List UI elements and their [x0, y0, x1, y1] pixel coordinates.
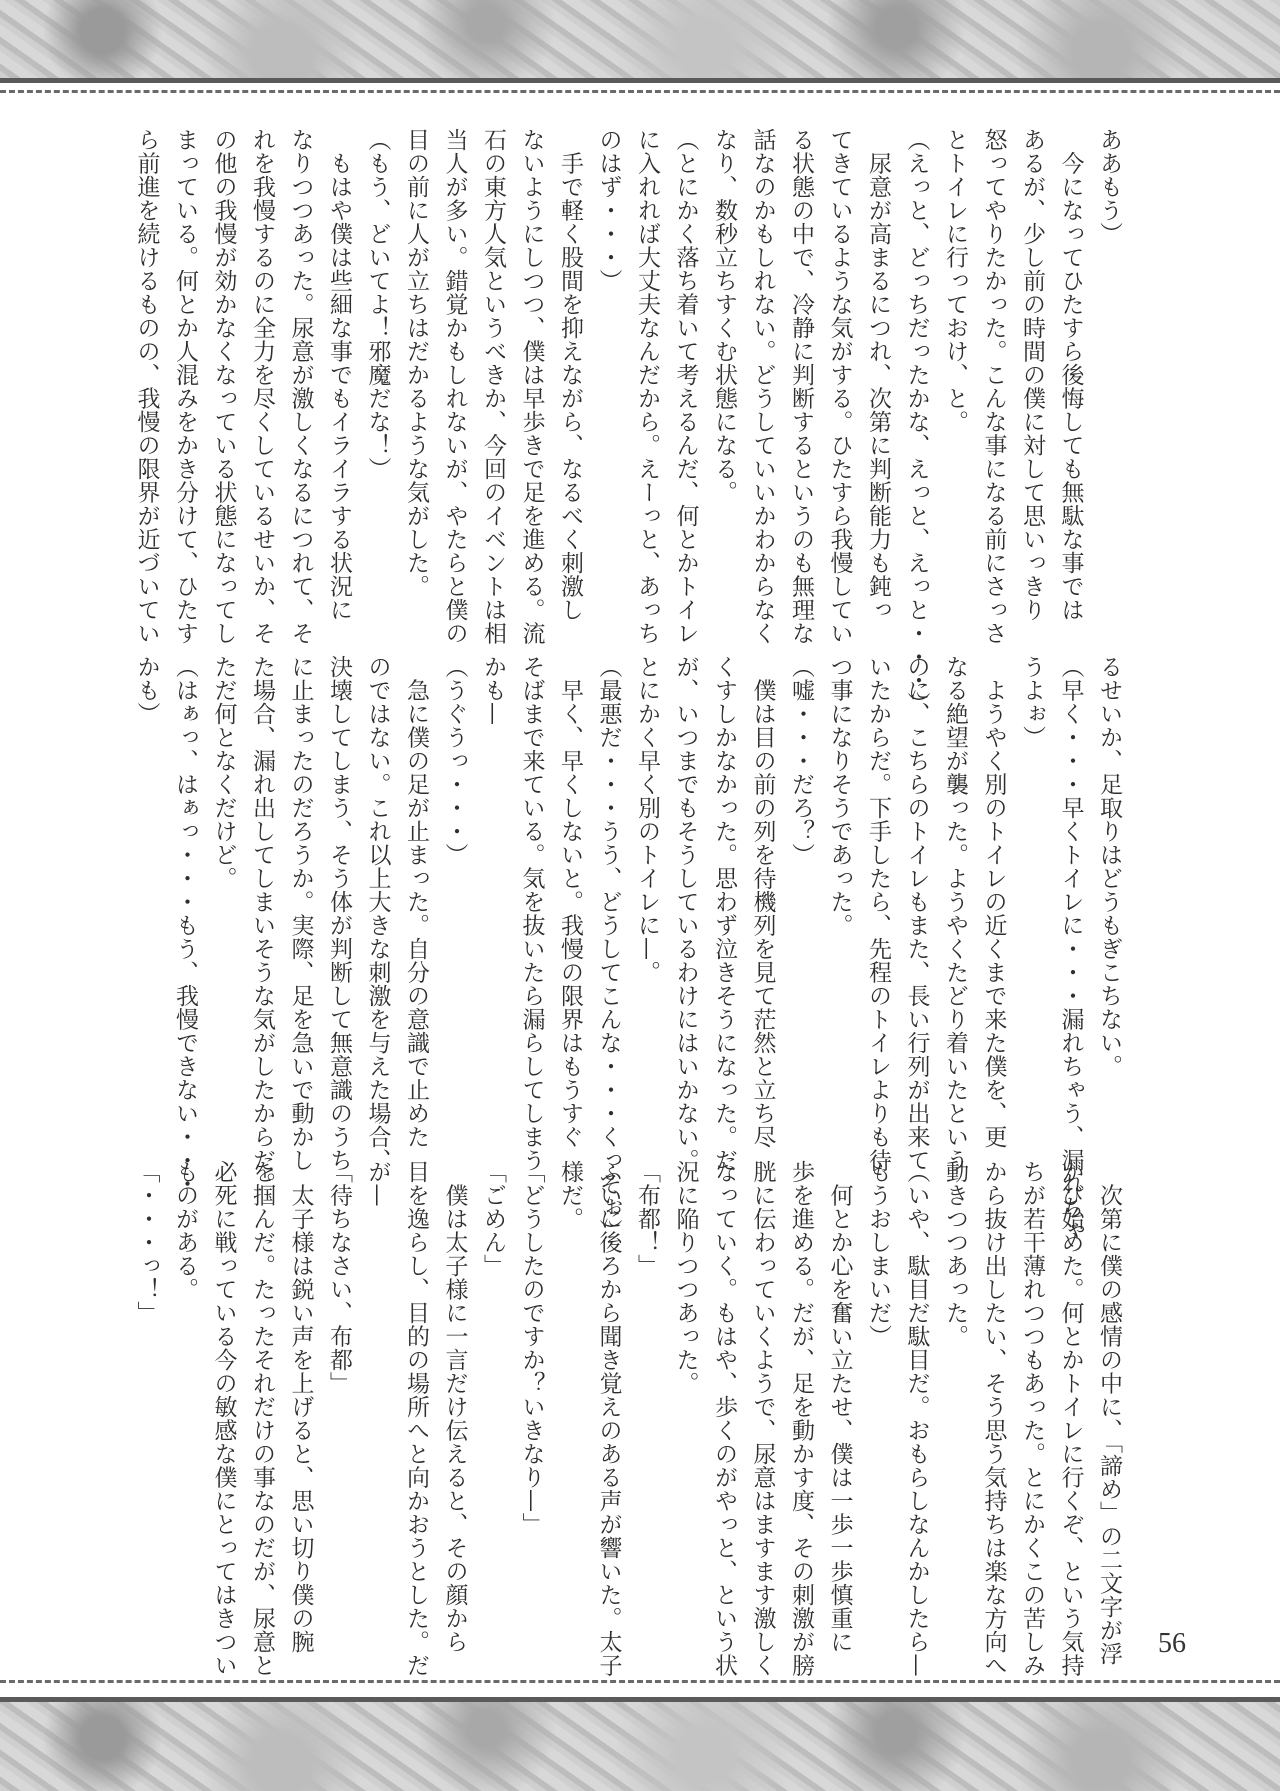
text-column: が、いつまでもそうしているわけにはいかない。: [672, 655, 699, 1172]
text-column: なりつつあった。尿意が激しくなるにつれて、そ: [287, 128, 314, 645]
text-column: 決壊してしまう、そう体が判断して無意識のうち: [326, 655, 352, 1172]
top-dashed-divider: [0, 90, 1280, 93]
text-column: くすしかなかった。思わず泣きそうになった。だ: [711, 655, 737, 1172]
page-number: 56: [1158, 1628, 1186, 1659]
text-column: 「ごめん」: [480, 1160, 506, 1278]
text-column: 僕は目の前の列を待機列を見て茫然と立ち尽: [749, 655, 776, 1149]
text-column: まっている。何とか人混みをかき分けて、ひたす: [172, 128, 198, 645]
text-column: 「待ちなさい、布都」: [326, 1160, 352, 1395]
text-column: 様だ。: [557, 1160, 583, 1231]
text-tier-lower: [118, 1160, 1128, 1677]
text-column: 太子様は鋭い声を上げると、思い切り僕の腕: [287, 1160, 314, 1654]
text-column: もうおしまいだ）: [865, 1160, 891, 1348]
text-column: 話なのかもしれない。どうしていいかわからなく: [749, 128, 776, 645]
text-column: うよぉ）: [1019, 655, 1045, 749]
top-decorative-banner: [0, 0, 1280, 78]
text-column: かも）: [133, 655, 160, 726]
text-column: つ事になりそうであった。: [826, 655, 853, 937]
text-column: ただ何となくだけど。: [210, 655, 237, 890]
text-column: （えっと、どっちだったかな、えっと、えっと・・・）: [903, 128, 930, 716]
text-column: 尿意が高まるにつれ、次第に判断能力も鈍っ: [865, 128, 891, 622]
text-column: 必死に戦っている今の敏感な僕にとってはきつい: [210, 1160, 237, 1677]
text-column: た場合、漏れ出してしまいそうな気がしたからだ。: [249, 655, 275, 1196]
text-column: のはず・・・）: [595, 128, 622, 293]
text-column: る状態の中で、冷静に判断するというのも無理な: [788, 128, 814, 645]
text-column: れを我慢するのに全力を尽くしているせいか、そ: [249, 128, 275, 645]
text-column: を掴んだ。たったそれだけの事なのだが、尿意と: [249, 1160, 275, 1677]
text-column: ちが若干薄れつつもあった。とにかくこの苦しみ: [1019, 1160, 1045, 1677]
text-column: もはや僕は些細な事でもイライラする状況に: [326, 128, 352, 622]
text-column: が—: [364, 1160, 391, 1207]
text-column: から抜け出したい、そう思う気持ちは楽な方向へ: [980, 1160, 1007, 1677]
text-column: （早く・・・早くトイレに・・・漏れちゃう、漏れちゃ: [1057, 655, 1084, 1243]
text-column: （いや、駄目だ駄目だ。おもらしなんかしたら—: [903, 1160, 930, 1677]
text-column: そばまで来ている。気を抜いたら漏らしてしまう: [518, 655, 545, 1172]
text-column: 今になってひたすら後悔しても無駄な事では: [1057, 128, 1084, 622]
text-column: 何とか心を奮い立たせ、僕は一歩一歩慎重に: [826, 1160, 853, 1654]
bottom-dashed-divider: [0, 1680, 1280, 1683]
top-rule: [0, 78, 1280, 83]
text-column: なり、数秒立ちすくむ状態になる。: [711, 128, 737, 504]
text-column: 「布都！」: [634, 1160, 660, 1278]
text-column: 胱に伝わっていくようで、尿意はますます激しく: [749, 1160, 776, 1677]
text-column: 歩を進める。だが、足を動かす度、その刺激が膀: [788, 1160, 814, 1677]
text-column: ようやく別のトイレの近くまで来た僕を、更: [980, 655, 1007, 1149]
text-column: とトイレに行っておけ、と。: [942, 128, 968, 434]
text-column: 目を逸らし、目的の場所へと向かおうとした。だ: [403, 1160, 429, 1677]
text-column: 次第に僕の感情の中に、「諦め」の二文字が浮: [1096, 1160, 1122, 1666]
text-column: 「・・・っ！」: [133, 1160, 160, 1325]
text-column: 石の東方人気というべきか、今回のイベントは相: [480, 128, 506, 645]
text-column: 「どうしたのですか？いきなり—」: [518, 1160, 545, 1536]
text-column: とにかく早く別のトイレに—。: [634, 655, 660, 984]
text-column: いたからだ。下手したら、先程のトイレよりも待: [865, 655, 891, 1172]
text-column: ら前進を続けるものの、我慢の限界が近づいてい: [133, 128, 160, 645]
text-column: なる絶望が襲った。ようやくたどり着いたという: [942, 655, 968, 1172]
text-column: かび始めた。何とかトイレに行くぞ、という気持: [1057, 1160, 1084, 1677]
text-column: 急に僕の足が止まった。自分の意識で止めた: [403, 655, 429, 1149]
text-column: 動きつつあった。: [942, 1160, 968, 1348]
text-column: なっていく。もはや、歩くのがやっと、という状: [711, 1160, 737, 1677]
text-column: （うぐうっ・・・）: [441, 655, 468, 867]
text-column: るせいか、足取りはどうもぎこちない。: [1096, 655, 1122, 1078]
text-column: 目の前に人が立ちはだかるような気がした。: [403, 128, 429, 598]
text-column: に止まったのだろうか。実際、足を急いで動かし: [287, 655, 314, 1172]
text-column: てきているような気がする。ひたすら我慢してい: [826, 128, 853, 645]
text-column: のに、こちらのトイレもまた、長い行列が出来て: [903, 655, 930, 1172]
text-column: （最悪だ・・・うう、どうしてこんな・・・くっそぉ）: [595, 655, 622, 1243]
text-column: 僕は太子様に一言だけ伝えると、その顔から: [441, 1160, 468, 1654]
text-column: 当人が多い。錯覚かもしれないが、やたらと僕の: [441, 128, 468, 645]
text-column: 早く、早くしないと。我慢の限界はもうすぐ: [557, 655, 583, 1149]
text-column: のではない。これ以上大きな刺激を与えた場合、: [364, 655, 391, 1172]
text-column: 況に陥りつつあった。: [672, 1160, 699, 1395]
text-column: の他の我慢が効かなくなっている状態になってし: [210, 128, 237, 645]
text-column: （とにかく落ち着いて考えるんだ、何とかトイレ: [672, 128, 699, 645]
text-column: かも—: [480, 655, 506, 726]
text-column: 怒ってやりたかった。こんな事になる前にさっさ: [980, 128, 1007, 645]
text-column: ないようにしつつ、僕は早歩きで足を進める。流: [518, 128, 545, 645]
text-column: あるが、少し前の時間の僕に対して思いっきり: [1019, 128, 1045, 622]
bottom-decorative-banner: [0, 1702, 1280, 1791]
text-column: に入れれば大丈夫なんだから。えーっと、あっち: [634, 128, 660, 645]
text-column: （はぁっ、はぁっ・・・もう、我慢できない・・・: [172, 655, 198, 1196]
text-column: ああもう）: [1096, 128, 1122, 246]
text-column: 手で軽く股間を抑えながら、なるべく刺激し: [557, 128, 583, 622]
text-column: ものがある。: [172, 1160, 198, 1301]
text-column: （もう、どいてよ！邪魔だな！）: [364, 128, 391, 481]
text-column: ふいに後ろから聞き覚えのある声が響いた。太子: [595, 1160, 622, 1677]
text-column: （嘘・・・だろ？）: [788, 655, 814, 867]
